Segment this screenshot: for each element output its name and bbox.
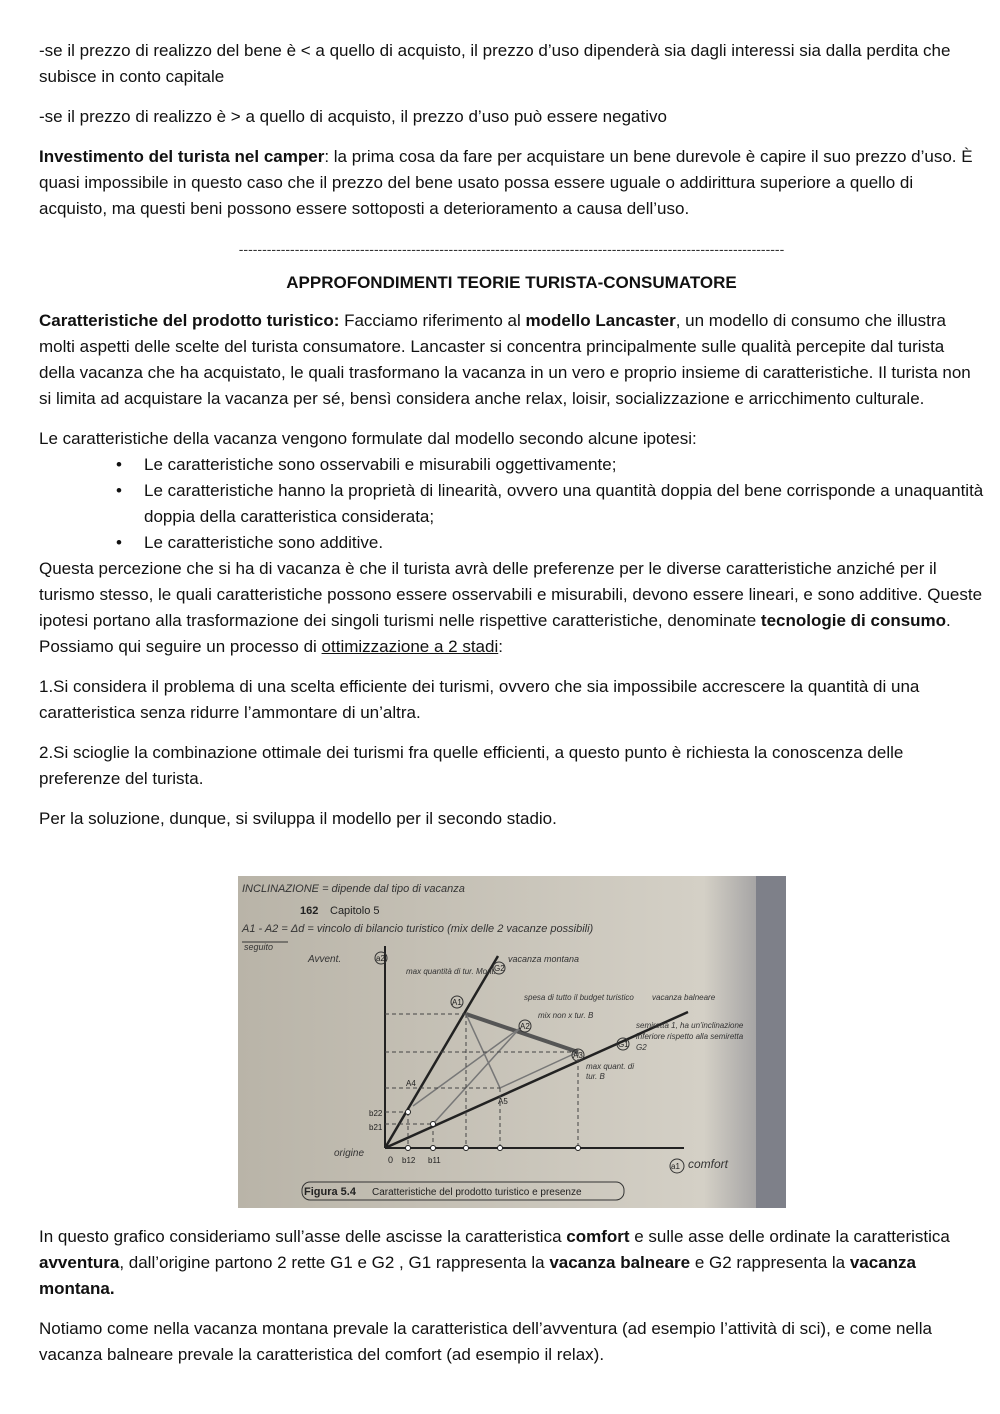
handwritten-note: vacanza balneare <box>652 993 716 1002</box>
x-axis-note: comfort <box>688 1157 729 1171</box>
point-label: A2 <box>520 1022 530 1031</box>
paragraph-stage-1: 1.Si considera il problema di una scelta efficiente dei turismi, ovvero che sia impossibile accrescere la quantità di una caratteristica senza ridurre l’ammontare di un’altra. <box>39 677 920 722</box>
tick-label: b11 <box>428 1156 441 1165</box>
handwritten-note: spesa di tutto il budget turistico <box>524 993 634 1002</box>
paragraph-text: , dall’origine partono 2 rette G1 e G2 , G1 rappresenta la <box>119 1253 550 1272</box>
paragraph-perception <box>39 556 984 660</box>
handwritten-note: A1 - A2 = Δd = vincolo di bilancio turistico (mix delle 2 vacanze possibili) <box>242 923 594 935</box>
bold-term: tecnologie di consumo <box>760 611 947 630</box>
separator-line: --------------------------------------------------------------------------------------------------------------------- <box>238 241 785 257</box>
point-label: A5 <box>498 1097 508 1106</box>
paragraph-text: e G2 rappresenta la <box>690 1253 850 1272</box>
paragraph-2: -se il prezzo di realizzo è > a quello di acquisto, il prezzo d’uso può essere negativo <box>39 107 667 126</box>
paragraph-hypotheses: Le caratteristiche della vacanza vengono formulate dal modello secondo alcune ipotesi: <box>39 429 697 448</box>
point-label: A1 <box>452 998 462 1007</box>
paragraph-stage-2: 2.Si scioglie la combinazione ottimale dei turismi fra quelle efficienti, a questo punto è richiesta la conoscenza delle preferenze del turista. <box>39 743 904 788</box>
paragraph-text: Facciamo riferimento al <box>339 311 526 330</box>
paragraph-text: : <box>498 637 503 656</box>
bold-term: avventura <box>39 1253 120 1272</box>
point-label: A4 <box>406 1079 416 1088</box>
bold-term: modello Lancaster <box>525 311 676 330</box>
figure-photo <box>238 876 786 1208</box>
bold-term: vacanza balneare <box>549 1253 691 1272</box>
underlined-term: ottimizzazione a 2 stadi <box>321 637 499 656</box>
paragraph-text: Questa percezione che si ha di vacanza è che il turista avrà delle preferenze per le diverse caratteristiche anziché per il turismo stesso, le quali caratteristiche possono essere osservabili e misurabili, devono essere lineari, e sono additive. Queste ipotesi portano alla trasformazione dei singoli turismi nelle rispettive caratteristiche, denominate <box>39 559 983 630</box>
paragraph-graph-description <box>39 1224 984 1302</box>
handwritten-note: max quantità di tur. Mont. <box>406 967 496 976</box>
y-axis-note: Avvent. <box>308 954 342 965</box>
paragraph-1: -se il prezzo di realizzo del bene è < a quello di acquisto, il prezzo d’uso dipenderà sia dagli interessi sia dalla perdita che subisce in conto capitale <box>39 41 951 86</box>
document-body-after-figure <box>39 1224 984 1382</box>
paragraph-solution: Per la soluzione, dunque, si sviluppa il modello per il secondo stadio. <box>39 809 557 828</box>
point-label: A3 <box>573 1051 583 1060</box>
handwritten-note: INCLINAZIONE = dipende dal tipo di vacanza <box>242 883 465 895</box>
tick-label: b12 <box>402 1156 416 1165</box>
chapter-label: Capitolo 5 <box>330 905 380 917</box>
tick-label: b22 <box>369 1109 383 1118</box>
handwritten-note: seguito <box>244 942 274 952</box>
handwritten-note: max quant. di tur. B <box>586 1062 635 1081</box>
paragraph-text: In questo grafico consideriamo sull’asse delle ascisse la caratteristica <box>39 1227 567 1246</box>
hypotheses-list <box>39 452 984 556</box>
bold-term: Investimento del turista nel camper <box>39 147 325 166</box>
y-axis-label: a2 <box>376 954 385 963</box>
paragraph-text: , un modello di consumo che illustra molti aspetti delle scelte del turista consumatore. Lancaster si concentra principalmente sulle qualità percepite dal turista della vacanza che ha acquistato, le quali trasformano la vacanza in un vero e proprio insieme di caratteristiche. Il turista non si limita ad acquistare la vacanza per sé, bensì considera anche relax, loisir, socializzazione e arricchimento culturale. <box>39 311 971 408</box>
figure-caption: Caratteristiche del prodotto turistico e presenze <box>372 1187 582 1198</box>
list-item: • Le caratteristiche hanno la proprietà di linearità, ovvero una quantità doppia del bene corrisponde a unaquantità doppia della caratteristica considerata; <box>144 478 984 530</box>
paragraph-text: e sulle asse delle ordinate la caratteristica <box>629 1227 950 1246</box>
figure-graph <box>238 876 786 1208</box>
handwritten-note: origine <box>334 1148 365 1159</box>
g1-label: G1 <box>618 1040 629 1049</box>
g2-label: G2 <box>494 964 505 973</box>
bold-term: vacanza montana. <box>39 1253 917 1298</box>
x-axis-label: a1 <box>671 1162 680 1171</box>
bold-term: comfort <box>566 1227 630 1246</box>
figure-number: Figura 5.4 <box>304 1186 356 1198</box>
page-number: 162 <box>300 905 319 917</box>
list-item: • Le caratteristiche sono osservabili e misurabili oggettivamente; <box>144 452 984 478</box>
document-body <box>39 38 984 846</box>
tick-label: 0 <box>388 1155 394 1165</box>
list-item: • Le caratteristiche sono additive. <box>144 530 984 556</box>
handwritten-note: vacanza montana <box>508 954 580 964</box>
tick-label: b21 <box>369 1123 383 1132</box>
section-heading: APPROFONDIMENTI TEORIE TURISTA-CONSUMATORE <box>286 273 737 292</box>
paragraph-conclusion: Notiamo come nella vacanza montana prevale la caratteristica dell’avventura (ad esempio l’attività di sci), e come nella vacanza balneare prevale la caratteristica del comfort (ad esempio il relax). <box>39 1319 932 1364</box>
page-edge <box>756 876 786 1208</box>
bold-term: Caratteristiche del prodotto turistico: <box>39 311 340 330</box>
paragraph-text: : la prima cosa da fare per acquistare un bene durevole è capire il suo prezzo d’uso. È quasi impossibile in questo caso che il prezzo del bene usato possa essere uguale o addirittura superiore a quello di acquisto, ma questi beni possono essere sottoposti a deterioramento a causa dell’uso. <box>39 147 973 218</box>
paragraph-camper <box>39 144 984 222</box>
paragraph-text: . Possiamo qui seguire un processo di <box>39 611 951 656</box>
paragraph-lancaster <box>39 308 984 412</box>
handwritten-note: semiretta 1, ha un'inclinazione inferiore rispetto alla semiretta G2 <box>636 1021 744 1052</box>
handwritten-note: mix non x tur. B <box>538 1011 594 1020</box>
